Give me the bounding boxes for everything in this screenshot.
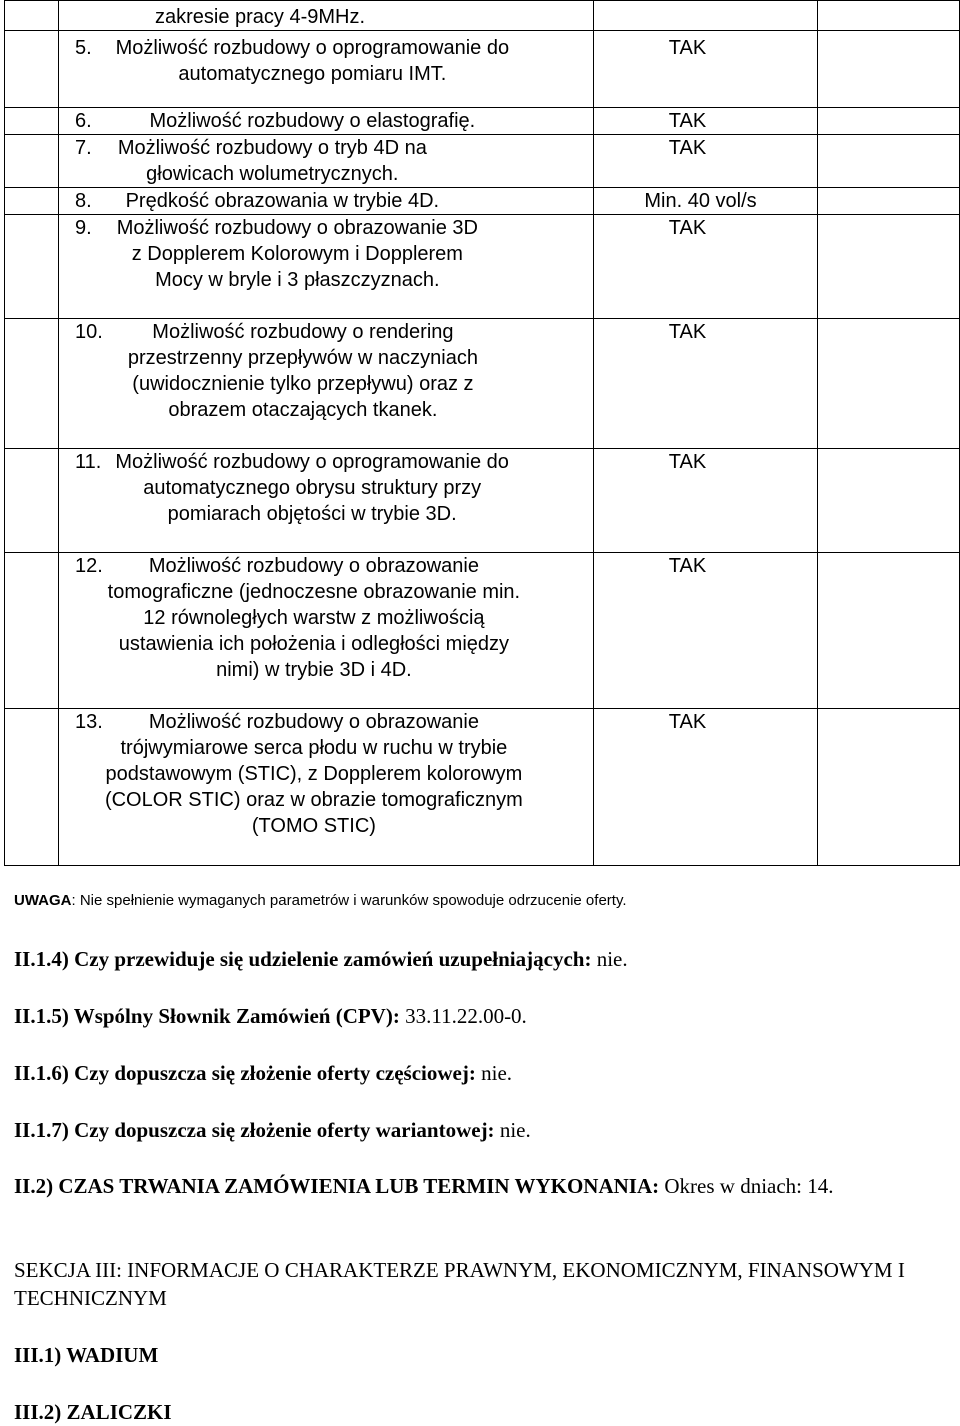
row-desc-cell [59, 135, 594, 188]
section-ii-1-7 [14, 1116, 944, 1144]
row-requirement: TAK [668, 37, 707, 59]
row-requirement: TAK [668, 110, 707, 132]
row-left-cell [5, 135, 59, 188]
table-row [5, 108, 960, 135]
row-req-cell [594, 319, 818, 449]
row-number: 5. [75, 37, 92, 59]
section-heading: II.1.4) Czy przewiduje się udzielenie zamówień uzupełniających: [14, 947, 592, 971]
section-heading: II.1.5) Wspólny Słownik Zamówień (CPV): [14, 1004, 400, 1028]
row-extra-cell [818, 215, 960, 319]
table-row [5, 215, 960, 319]
table-row [5, 188, 960, 215]
row-requirement: Min. 40 vol/s [644, 190, 757, 212]
row-extra-cell [818, 553, 960, 709]
section-ii-1-6 [14, 1059, 944, 1087]
row-req-cell [594, 449, 818, 553]
row-description: zakresie pracy 4-9MHz. [154, 6, 366, 28]
row-number: 12. [75, 555, 103, 577]
table-row [5, 319, 960, 449]
section-heading: III.2) ZALICZKI [14, 1400, 172, 1424]
row-description: Możliwość rozbudowy o rendering przestrzenny przepływów w naczyniach (uwidocznienie tylko przepływu) oraz z obrazem otaczających tkanek. [127, 321, 478, 421]
section-value: 33.11.22.00-0. [399, 1004, 527, 1028]
row-number: 11. [75, 451, 102, 473]
row-desc-cell [59, 215, 594, 319]
row-description: Możliwość rozbudowy o obrazowanie trójwymiarowe serca płodu w ruchu w trybie podstawowym (STIC), z Dopplerem kolorowym (COLOR STIC) oraz w obrazie tomograficznym (TOMO STIC) [104, 711, 523, 837]
row-left-cell [5, 319, 59, 449]
spec-table-body [5, 1, 960, 866]
row-desc-cell [59, 319, 594, 449]
table-row [5, 449, 960, 553]
row-extra-cell [818, 108, 960, 135]
table-row [5, 553, 960, 709]
row-description: Możliwość rozbudowy o oprogramowanie do automatycznego obrysu struktury przy pomiarach objętości w trybie 3D. [115, 451, 509, 525]
row-req-cell [594, 31, 818, 108]
row-number: 13. [75, 711, 103, 733]
row-left-cell [5, 108, 59, 135]
row-description: Możliwość rozbudowy o elastografię. [149, 110, 476, 132]
row-description: Możliwość rozbudowy o tryb 4D na głowicach wolumetrycznych. [117, 137, 427, 185]
row-extra-cell [818, 135, 960, 188]
section-heading: II.2) CZAS TRWANIA ZAMÓWIENIA LUB TERMIN WYKONANIA: [14, 1174, 660, 1198]
row-requirement: TAK [668, 137, 707, 159]
row-extra-cell [818, 319, 960, 449]
row-number: 8. [75, 190, 92, 212]
row-extra-cell [818, 449, 960, 553]
row-desc-cell [59, 553, 594, 709]
table-row [5, 31, 960, 108]
row-req-cell [594, 553, 818, 709]
row-requirement: TAK [668, 555, 707, 577]
row-desc-cell [59, 709, 594, 866]
section-heading: II.1.7) Czy dopuszcza się złożenie oferty wariantowej: [14, 1118, 495, 1142]
section-iii-heading: SEKCJA III: INFORMACJE O CHARAKTERZE PRAWNYM, EKONOMICZNYM, FINANSOWYM I TECHNICZNYM [14, 1258, 905, 1310]
row-left-cell [5, 31, 59, 108]
row-requirement: TAK [668, 451, 707, 473]
row-requirement: TAK [668, 321, 707, 343]
row-extra-cell [818, 1, 960, 31]
row-left-cell [5, 553, 59, 709]
section-ii-1-5 [14, 1002, 944, 1030]
row-requirement: TAK [668, 217, 707, 239]
section-value: Okres w dniach: 14. [659, 1174, 834, 1198]
row-left-cell [5, 188, 59, 215]
row-left-cell [5, 1, 59, 31]
section-heading: III.1) WADIUM [14, 1343, 159, 1367]
row-req-cell [594, 108, 818, 135]
warning-label: UWAGA [14, 892, 72, 909]
row-extra-cell [818, 188, 960, 215]
section-ii-2 [14, 1172, 944, 1200]
section-heading: II.1.6) Czy dopuszcza się złożenie oferty częściowej: [14, 1061, 476, 1085]
row-desc-cell [59, 449, 594, 553]
section-value: nie. [475, 1061, 513, 1085]
row-desc-cell [59, 108, 594, 135]
spec-table [4, 0, 960, 866]
row-left-cell [5, 215, 59, 319]
warning-text: : Nie spełnienie wymaganych parametrów i warunków spowoduje odrzucenie oferty. [71, 892, 627, 909]
row-number: 10. [75, 321, 103, 343]
warning-note [14, 892, 627, 909]
row-description: Możliwość rozbudowy o obrazowanie 3D z Dopplerem Kolorowym i Dopplerem Mocy w bryle i 3 płaszczyznach. [116, 217, 478, 291]
row-desc-cell [59, 31, 594, 108]
row-left-cell [5, 449, 59, 553]
row-description: Prędkość obrazowania w trybie 4D. [125, 190, 440, 212]
table-row [5, 1, 960, 31]
section-ii-1-4 [14, 945, 944, 973]
row-req-cell [594, 135, 818, 188]
row-req-cell [594, 1, 818, 31]
section-value: nie. [591, 947, 628, 971]
table-row [5, 709, 960, 866]
row-number: 7. [75, 137, 92, 159]
row-description: Możliwość rozbudowy o oprogramowanie do automatycznego pomiaru IMT. [115, 37, 510, 85]
row-number [59, 4, 75, 30]
table-row [5, 135, 960, 188]
row-number: 6. [75, 110, 92, 132]
row-requirement: TAK [668, 711, 707, 733]
section-iii-1 [14, 1341, 944, 1369]
row-desc-cell [59, 1, 594, 31]
row-req-cell [594, 709, 818, 866]
row-description: Możliwość rozbudowy o obrazowanie tomograficzne (jednoczesne obrazowanie min. 12 równoległych warstw z możliwością ustawienia ich położenia i odległości między nimi) w trybie 3D i 4D. [107, 555, 521, 681]
row-extra-cell [818, 31, 960, 108]
row-number: 9. [75, 217, 92, 239]
section-iii-2 [14, 1398, 944, 1426]
row-req-cell [594, 215, 818, 319]
row-extra-cell [818, 709, 960, 866]
section-value: nie. [494, 1118, 531, 1142]
row-left-cell [5, 709, 59, 866]
row-desc-cell [59, 188, 594, 215]
row-req-cell [594, 188, 818, 215]
